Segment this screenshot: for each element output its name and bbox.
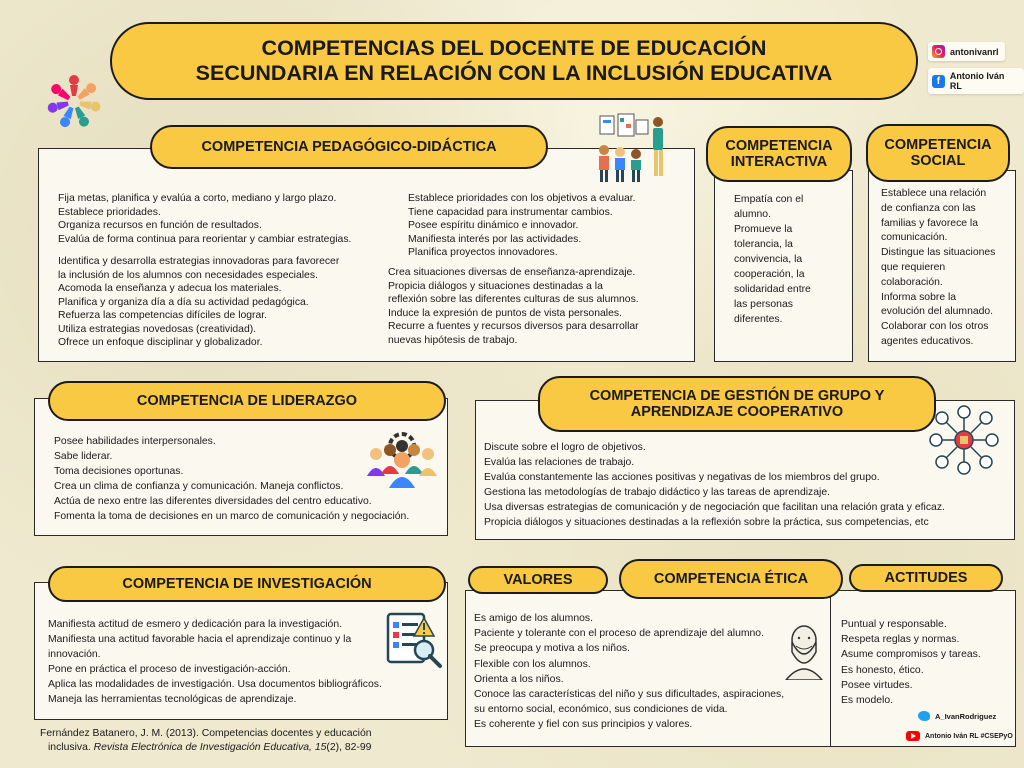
list-item: Es honesto, ético.	[841, 664, 924, 676]
list-item: Acomoda la enseñanza y adecua los materiales.	[58, 283, 282, 294]
list-item: Manifiesta interés por las actividades.	[408, 233, 582, 245]
logo-people-circle-icon	[38, 68, 110, 136]
interactiva-text	[734, 192, 811, 327]
list-item: Crea situaciones diversas de enseñanza-aprendizaje.	[388, 267, 636, 278]
list-item: alumno.	[734, 209, 771, 220]
list-item: Refuerza las competencias difíciles de lograr.	[58, 310, 268, 321]
list-item: su entorno social, económico, sus condiciones de vida.	[474, 704, 728, 716]
liderazgo-title: COMPETENCIA DE LIDERAZGO	[48, 381, 446, 421]
list-item: Se preocupa y motiva a los niños.	[474, 643, 630, 655]
interactiva-title: COMPETENCIA INTERACTIVA	[706, 126, 852, 182]
list-item: Evalúa constantemente las acciones positivas y negativas de los miembros del grupo.	[484, 472, 880, 483]
list-item: Discute sobre el logro de objetivos.	[484, 442, 646, 453]
list-item: agentes educativos.	[881, 335, 974, 347]
list-item: Evalúa las relaciones de trabajo.	[484, 457, 635, 468]
list-item: Posee virtudes.	[841, 679, 913, 691]
pedagogico-col1a	[58, 192, 351, 246]
list-item: Manifiesta actitud de esmero y dedicación para la investigación.	[48, 619, 342, 630]
gestion-text	[484, 440, 945, 530]
list-item: Colaborar con los otros	[881, 321, 989, 333]
philosopher-bust-icon	[782, 622, 826, 680]
list-item: Informa sobre la	[881, 291, 957, 303]
list-item: Crea un clima de confianza y comunicación. Maneja conflictos.	[54, 481, 344, 492]
social-text	[881, 187, 995, 350]
teacher-students-illustration	[590, 112, 676, 184]
investigacion-title: COMPETENCIA DE INVESTIGACIÓN	[48, 566, 446, 602]
list-item: Aplica las modalidades de investigación. Usa documentos bibliográficos.	[48, 679, 382, 690]
actitudes-title: ACTITUDES	[849, 564, 1003, 592]
pedagogico-title: COMPETENCIA PEDAGÓGICO-DIDÁCTICA	[150, 125, 548, 169]
list-item: Es coherente y fiel con sus principios y valores.	[474, 719, 693, 731]
reference-line-1: Fernández Batanero, J. M. (2013). Competencias docentes y educación	[40, 728, 372, 739]
list-item: Tiene capacidad para instrumentar cambios.	[408, 206, 613, 218]
list-item: Puntual y responsable.	[841, 619, 947, 630]
list-item: Paciente y tolerante con el proceso de aprendizaje del alumno.	[474, 628, 764, 640]
list-item: solidaridad entre	[734, 284, 811, 295]
instagram-text: antonivanrl	[950, 46, 999, 57]
list-item: Es amigo de los alumnos.	[474, 613, 593, 624]
list-item: innovación.	[48, 649, 101, 660]
investigacion-text	[48, 617, 382, 707]
pedagogico-col2a	[408, 192, 636, 260]
list-item: evolución del alumnado.	[881, 306, 994, 318]
list-item: Recurre a fuentes y recursos diversos para desarrollar	[388, 321, 639, 332]
list-item: Establece prioridades.	[58, 206, 161, 218]
list-item: convivencia, la	[734, 254, 803, 265]
list-item: Fija metas, planifica y evalúa a corto, mediano y largo plazo.	[58, 193, 337, 204]
gestion-title: COMPETENCIA DE GESTIÓN DE GRUPO Y APRENDIZAJE COOPERATIVO	[538, 376, 936, 432]
youtube-icon	[906, 731, 920, 741]
list-item: Evalúa de forma continua para reorientar y cambiar estrategias.	[58, 233, 352, 245]
list-item: reflexión sobre las diferentes culturas de sus alumnos.	[388, 294, 639, 305]
etica-title: COMPETENCIA ÉTICA	[619, 559, 843, 599]
list-item: diferentes.	[734, 314, 783, 325]
social-title: COMPETENCIA SOCIAL	[866, 124, 1010, 182]
list-item: Fomenta la toma de decisiones en un marco de comunicación y negociación.	[54, 511, 410, 522]
instagram-handle[interactable]	[928, 42, 1005, 61]
list-item: las personas	[734, 299, 793, 310]
reference-pre: inclusiva.	[48, 741, 94, 753]
list-item: colaboración.	[881, 276, 943, 288]
youtube-handle[interactable]	[906, 731, 1013, 741]
list-item: Toma decisiones oportunas.	[54, 466, 184, 477]
list-item: la inclusión de los alumnos con necesidades especiales.	[58, 269, 318, 281]
reference-journal: Revista Electrónica de Investigación Educativa, 15	[93, 741, 327, 753]
list-item: Establece una relación	[881, 188, 987, 199]
list-item: Respeta reglas y normas.	[841, 634, 960, 646]
reference-post: (2), 82-99	[326, 741, 372, 753]
twitter-bird-icon	[918, 711, 930, 721]
list-item: Asume compromisos y tareas.	[841, 649, 981, 661]
pedagogico-col1b	[58, 255, 339, 350]
list-item: Planifica proyectos innovadores.	[408, 247, 558, 258]
list-item: Organiza recursos en función de resultados.	[58, 220, 262, 231]
list-item: Posee habilidades interpersonales.	[54, 436, 216, 447]
list-item: Conoce las características del niño y sus dificultades, aspiraciones,	[474, 689, 785, 701]
liderazgo-text	[54, 434, 409, 524]
twitter-text: A_IvanRodriguez	[935, 711, 997, 721]
page-title	[110, 22, 918, 100]
pedagogico-col2b	[388, 266, 639, 347]
list-item: tolerancia, la	[734, 239, 793, 250]
list-item: Promueve la	[734, 224, 793, 235]
list-item: Ofrece un enfoque disciplinar y globalizador.	[58, 337, 263, 348]
list-item: Posee espíritu dinámico e innovador.	[408, 220, 579, 231]
list-item: Orienta a los niños.	[474, 673, 564, 685]
list-item: Usa diversas estrategias de comunicación y de negociación que facilitan una relación grata y eficaz.	[484, 502, 945, 513]
list-item: Utiliza estrategias novedosas (creatividad).	[58, 323, 257, 335]
list-item: Pone en práctica el proceso de investigación-acción.	[48, 664, 291, 675]
actitudes-text	[841, 617, 981, 708]
title-line-2: SECUNDARIA EN RELACIÓN CON LA INCLUSIÓN EDUCATIVA	[195, 61, 833, 85]
facebook-text: Antonio Iván RL	[949, 71, 1005, 91]
list-item: Propicia diálogos y situaciones destinadas a la	[388, 280, 603, 292]
list-item: Gestiona las metodologías de trabajo didáctico y las tareas de aprendizaje.	[484, 487, 830, 498]
list-item: que requieren	[881, 261, 946, 273]
youtube-text: Antonio Iván RL #CSEPyO	[925, 732, 1013, 740]
list-item: Maneja las herramientas tecnológicas de aprendizaje.	[48, 694, 297, 705]
valores-text	[474, 611, 784, 733]
title-line-1: COMPETENCIAS DEL DOCENTE DE EDUCACIÓN	[261, 36, 767, 60]
list-item: Planifica y organiza día a día su actividad pedagógica.	[58, 296, 309, 308]
research-checklist-icon	[384, 610, 446, 670]
twitter-handle[interactable]	[918, 711, 996, 721]
list-item: comunicación.	[881, 232, 948, 244]
list-item: familias y favorece la	[881, 217, 979, 229]
reference-citation	[40, 727, 372, 754]
list-item: Propicia diálogos y situaciones destinadas a la reflexión sobre la práctica, sus competencias, etc	[484, 517, 929, 528]
list-item: Distingue las situaciones	[881, 247, 996, 259]
list-item: Actúa de nexo entre las diferentes diversidades del centro educativo.	[54, 496, 372, 507]
list-item: nuevas hipótesis de trabajo.	[388, 334, 518, 346]
list-item: Establece prioridades con los objetivos a evaluar.	[408, 193, 636, 204]
list-item: Empatía con el	[734, 194, 804, 205]
list-item: Es modelo.	[841, 695, 893, 707]
list-item: cooperación, la	[734, 269, 805, 280]
list-item: Identifica y desarrolla estrategias innovadoras para favorecer	[58, 256, 340, 267]
list-item: Sabe liderar.	[54, 451, 113, 462]
facebook-icon: f	[932, 75, 945, 88]
facebook-handle[interactable]	[928, 68, 1024, 94]
list-item: Flexible con los alumnos.	[474, 658, 591, 670]
valores-title: VALORES	[468, 566, 608, 594]
list-item: de confianza con las	[881, 202, 976, 214]
instagram-icon	[932, 45, 945, 58]
list-item: Induce la expresión de puntos de vista personales.	[388, 307, 622, 319]
list-item: Manifiesta una actitud favorable hacia el aprendizaje continuo y la	[48, 634, 352, 645]
